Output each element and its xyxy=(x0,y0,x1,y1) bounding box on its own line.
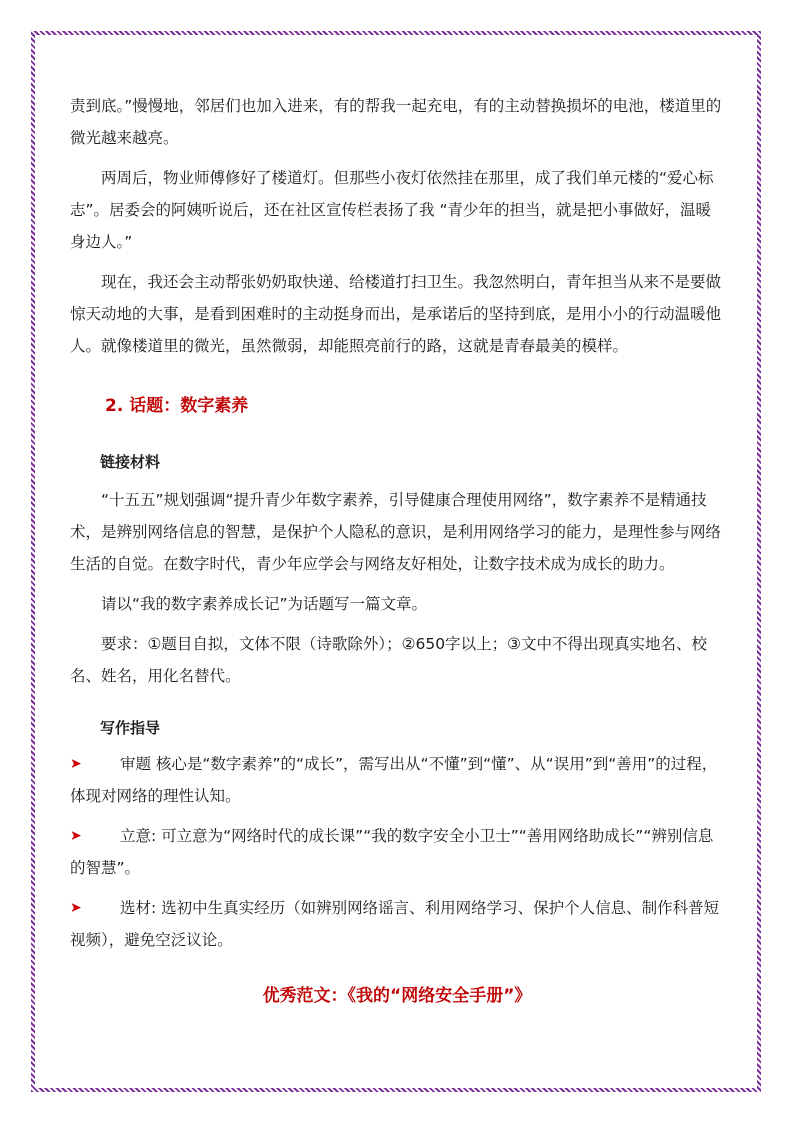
guide-item-material xyxy=(70,892,724,956)
guide-heading: 写作指导 xyxy=(100,719,161,737)
arrow-bullet-icon: ➤ xyxy=(70,828,82,844)
guide-item-text: 审题 核心是“数字素养”的“成长”，需写出从“不懂”到“懂”、从“误用”到“善用”的过程，体现对网络的理性认知。 xyxy=(70,755,718,805)
essay-paragraph-1: 责到底。”慢慢地，邻居们也加入进来，有的帮我一起充电，有的主动替换损坏的电池，楼道里的微光越来越亮。 xyxy=(70,97,722,147)
guide-item-theme xyxy=(70,820,724,884)
essay-paragraph-2: 两周后，物业师傅修好了楼道灯。但那些小夜灯依然挂在那里，成了我们单元楼的“爱心标志”。居委会的阿姨听说后，还在社区宣传栏表扬了我 “青少年的担当，就是把小事做好，温暖身边人。” xyxy=(70,169,714,251)
arrow-bullet-icon: ➤ xyxy=(70,756,82,772)
essay-paragraph-3: 现在，我还会主动帮张奶奶取快递、给楼道打扫卫生。我忽然明白，青年担当从来不是要做惊天动地的大事，是看到困难时的主动挺身而出，是承诺后的坚持到底，是用小小的行动温暖他人。就像楼道里的微光，虽然微弱，却能照亮前行的路，这就是青春最美的模样。 xyxy=(70,273,722,355)
guide-item-text: 选材: 选初中生真实经历（如辨别网络谣言、利用网络学习、保护个人信息、制作科普短视频），避免空泛议论。 xyxy=(70,899,720,949)
material-heading: 链接材料 xyxy=(100,453,161,471)
writing-prompt: 请以“我的数字素养成长记”为话题写一篇文章。 xyxy=(101,595,428,613)
guide-item-text: 立意: 可立意为“网络时代的成长课”“我的数字安全小卫士”“善用网络助成长”“辨别信息的智慧”。 xyxy=(70,827,714,877)
writing-requirements: 要求：①题目自拟，文体不限（诗歌除外）；②650字以上；③文中不得出现真实地名、校名、姓名，用化名替代。 xyxy=(70,635,708,685)
arrow-bullet-icon: ➤ xyxy=(70,900,82,916)
material-text: “十五五”规划强调“提升青少年数字素养，引导健康合理使用网络”，数字素养不是精通技术，是辨别网络信息的智慧，是保护个人隐私的意识，是利用网络学习的能力，是理性参与网络生活的自觉。在数字时代，青少年应学会与网络友好相处，让数字技术成为成长的助力。 xyxy=(70,491,722,573)
guide-item-topic-analysis xyxy=(70,748,724,812)
sample-essay-title: 优秀范文：《我的“网络安全手册”》 xyxy=(262,986,532,1006)
topic-heading: 2. 话题：数字素养 xyxy=(105,396,249,416)
document-body xyxy=(70,90,724,1012)
